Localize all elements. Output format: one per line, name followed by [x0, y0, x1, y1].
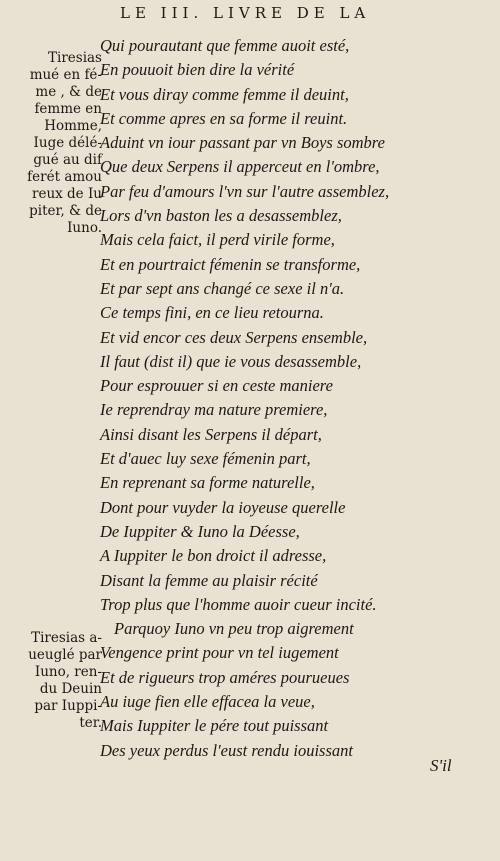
verse-line: Mais cela faict, il perd virile forme,	[100, 230, 335, 250]
margin-note-line: Iuge délé-	[33, 135, 102, 151]
verse-line: Il faut (dist il) que ie vous desassemble,	[100, 351, 362, 371]
verse-line: Ce temps fini, en ce lieu retourna.	[100, 303, 324, 323]
margin-note-line: gué au dif	[33, 152, 102, 168]
verse-line: Qui pourautant que femme auoit esté,	[100, 36, 350, 55]
verse-line: Dont pour vuyder la ioyeuse querelle	[100, 497, 346, 517]
verse-line: Et comme apres en sa forme il reuint.	[100, 108, 348, 128]
verse-line: Parquoy Iuno vn peu trop aigrement	[114, 619, 354, 639]
verse-line: Et en pourtraict fémenin se transforme,	[100, 254, 361, 274]
margin-note-line: ter.	[79, 715, 102, 731]
margin-note-line: par Iuppi-	[34, 698, 102, 714]
margin-note-line: femme en	[34, 101, 102, 117]
margin-note-line: Tiresias	[48, 50, 102, 66]
verse-line: Et par sept ans changé ce sexe il n'a.	[100, 278, 345, 298]
verse-line: Trop plus que l'homme auoir cueur incité.	[100, 594, 377, 614]
verse-line: A Iuppiter le bon droict il adresse,	[100, 546, 327, 566]
margin-note-line: me , & de	[35, 84, 102, 100]
margin-note-line: ferét amou	[27, 169, 102, 185]
verse-text	[100, 34, 389, 763]
verse-line: Vengence print pour vn tel iugement	[100, 643, 339, 663]
verse-line: Ie reprendray ma nature premiere,	[100, 400, 328, 420]
margin-note-line: Iuno, ren-	[34, 664, 102, 680]
verse-line: Ainsi disant les Serpens il départ,	[100, 424, 322, 444]
verse-line: Par feu d'amours l'vn sur l'autre assemblez,	[100, 181, 390, 201]
margin-note-line: Iuno.	[67, 220, 102, 236]
verse-line: Pour esprouuer si en ceste maniere	[100, 376, 333, 396]
catchword: S'il	[430, 756, 452, 775]
verse-line: Des yeux perdus l'eust rendu iouissant	[100, 740, 353, 760]
verse-line: Et vid encor ces deux Serpens ensemble,	[100, 327, 368, 347]
verse-line: Et d'auec luy sexe fémenin part,	[100, 449, 311, 469]
verse-line: En pouuoit bien dire la vérité	[100, 60, 295, 80]
margin-note-line: Homme,	[44, 118, 102, 134]
verse-line: De Iuppiter & Iuno la Déesse,	[100, 521, 300, 541]
margin-note-line: du Deuin	[39, 681, 102, 697]
verse-line: En reprenant sa forme naturelle,	[100, 473, 315, 493]
margin-note-line: ueuglé par	[28, 647, 102, 663]
running-head: LE III. LIVRE DE LA	[120, 4, 371, 22]
verse-line: Disant la femme au plaisir récité	[100, 570, 318, 590]
margin-note-tiresias-transformed	[2, 50, 102, 237]
margin-note-tiresias-blinded	[2, 630, 102, 732]
margin-note-line: mué en fé-	[29, 67, 102, 83]
verse-line: Et vous diray comme femme il deuint,	[100, 84, 349, 104]
verse-line: Et de rigueurs trop améres pourueues	[100, 667, 350, 687]
margin-note-line: reux de Iu	[32, 186, 102, 202]
margin-note-line: Tiresias a-	[31, 630, 102, 646]
margin-note-line: piter, & de	[29, 203, 102, 219]
verse-line: Que deux Serpens il apperceut en l'ombre,	[100, 157, 380, 177]
verse-line: Lors d'vn baston les a desassemblez,	[100, 206, 342, 226]
verse-line: Aduint vn iour passant par vn Boys sombre	[100, 133, 385, 153]
verse-line: Au iuge fien elle effacea la veue,	[100, 692, 315, 712]
verse-line: Mais Iuppiter le pére tout puissant	[100, 716, 329, 736]
